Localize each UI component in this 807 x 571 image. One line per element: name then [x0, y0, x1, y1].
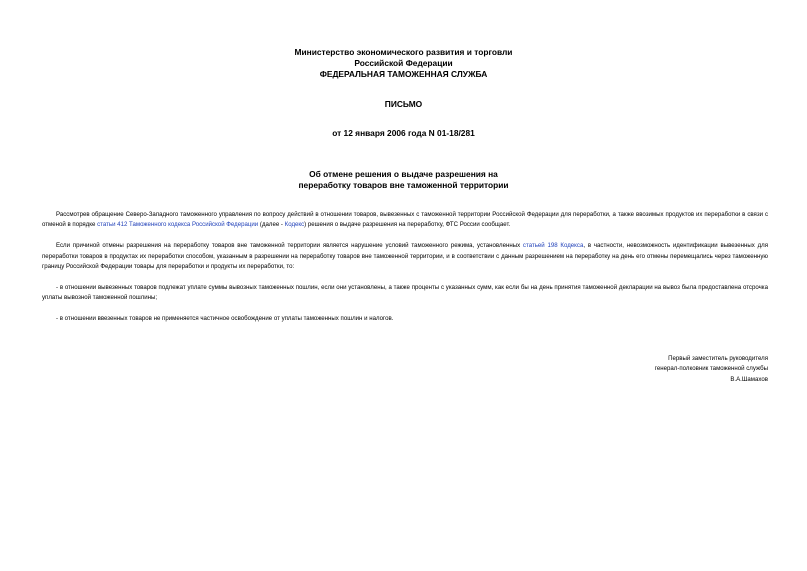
- document-title-line-2: переработку товаров вне таможенной территории: [298, 180, 509, 190]
- signature-block: [655, 354, 768, 385]
- paragraph-2-text-a: Если причиной отмены разрешения на переработку товаров вне таможенной территории является нарушение условий таможенного режима, установленных: [56, 242, 523, 250]
- issuer-header: [0, 47, 807, 80]
- issuer-line-service: ФЕДЕРАЛЬНАЯ ТАМОЖЕННАЯ СЛУЖБА: [319, 69, 488, 79]
- paragraph-1-text-b: (далее -: [258, 221, 285, 229]
- document-title: [0, 169, 807, 191]
- paragraph-3: - в отношении вывезенных товаров подлежат уплате суммы вывозных таможенных пошлин, если они установлены, а также проценты с указанных сумм, как если бы на день принятия таможенной декларации на вывоз была предоставлена отсрочка уплаты вывозной таможенной пошлины;: [42, 283, 768, 302]
- document-title-line-1: Об отмене решения о выдаче разрешения на: [309, 169, 498, 179]
- issuer-line-country: Российской Федерации: [354, 58, 453, 68]
- signature-rank: генерал-полковник таможенной службы: [654, 365, 768, 373]
- paragraph-1-text-c: ) решения о выдаче разрешения на переработку, ФТС России сообщает.: [304, 221, 511, 229]
- document-body: [42, 210, 768, 335]
- paragraph-1: [42, 210, 768, 231]
- signature-name: В.А.Шамахов: [730, 375, 768, 383]
- link-article-412[interactable]: статьи 412 Таможенного кодекса Российской Федерации: [97, 221, 259, 229]
- document-type: ПИСЬМО: [384, 99, 423, 109]
- paragraph-2: [42, 241, 768, 272]
- document-date-number: от 12 января 2006 года N 01-18/281: [332, 128, 475, 138]
- issuer-line-ministry: Министерство экономического развития и торговли: [294, 47, 513, 57]
- link-code[interactable]: Кодекс: [284, 221, 305, 229]
- paragraph-2-text-b: , в частности, невозможность идентификации вывезенных для переработки товаров в продуктах их переработки способом, указанным в разрешении на переработку товаров вне таможенной территории, и в соответствии с данным разрешением на переработку на день его отмены перемещались через таможенную границу Российской Федерации товары для переработки и продукты их переработки, то:: [42, 242, 768, 271]
- paragraph-4: - в отношении ввезенных товаров не применяется частичное освобождение от уплаты таможенных пошлин и налогов.: [56, 315, 394, 323]
- link-article-198[interactable]: статьей 198 Кодекса: [522, 242, 584, 250]
- signature-position: Первый заместитель руководителя: [668, 355, 768, 362]
- paragraph-1-text-a: Рассмотрев обращение Северо-Западного таможенного управления по вопросу действий в отношении товаров, вывезенных с таможенной территории Российской Федерации для переработки, а также ввозимых продуктов их переработки в связи с отменой в порядке: [42, 211, 768, 229]
